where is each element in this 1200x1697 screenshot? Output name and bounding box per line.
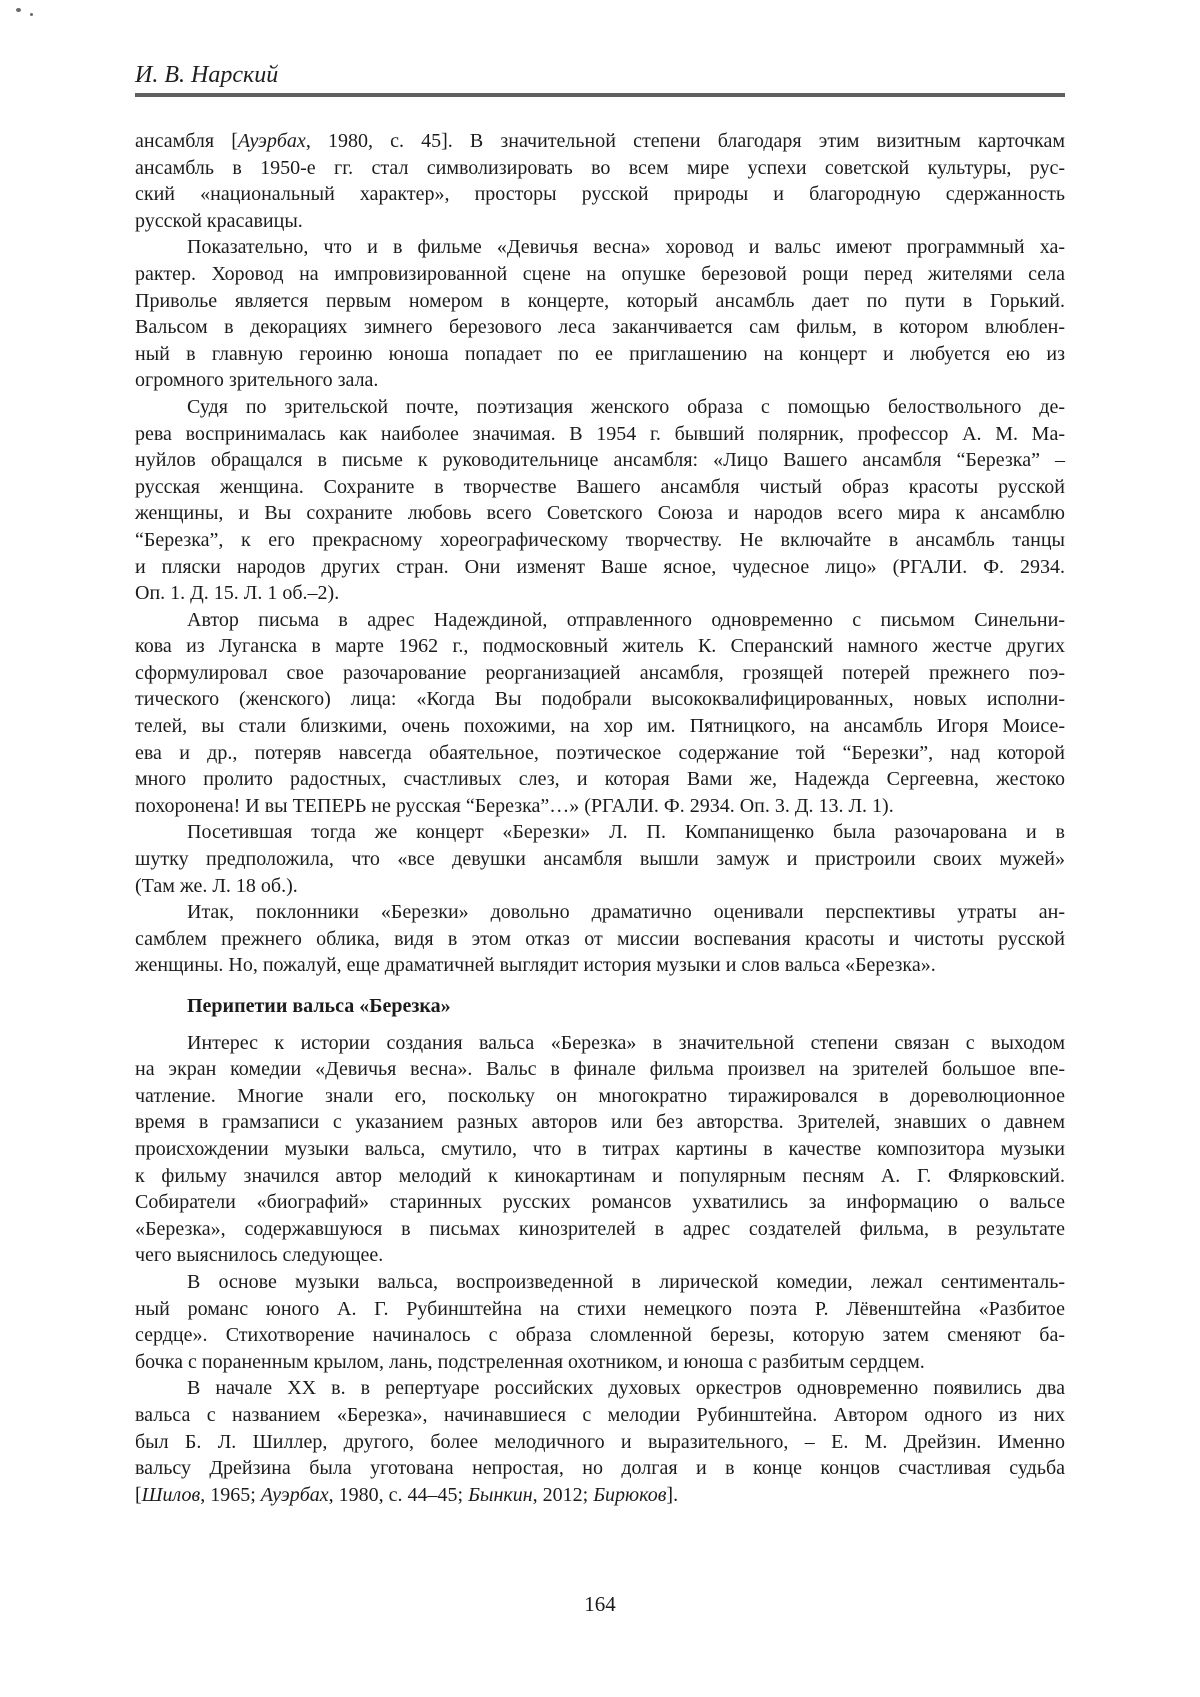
text-segment: ансамбля [ [135,130,238,152]
text-line: “Березка”, к его прекрасному хореографическому творчеству. Не включайте в ансамбль танцы [135,528,1065,551]
text-line: и пляски народов других стран. Они изменят Ваше ясное, чудесное лицо» (РГАЛИ. Ф. 2934. [135,555,1065,578]
text-line: огромного зрительного зала. [135,369,379,392]
text-line: рактер. Хоровод на импровизированной сцене на опушке березовой рощи перед жителями села [135,262,1065,285]
text-line: Посетившая тогда же концерт «Березки» Л. П. Компанищенко была разочарована и в [187,821,1065,844]
citation-author: Ауэрбах [237,130,306,152]
paragraph [135,607,1065,820]
citation-author: Бирюков [593,1483,667,1506]
text-line: кова из Луганска в марте 1962 г., подмосковный житель К. Сперанский намного жестче других [135,635,1065,658]
text-content [135,128,1065,1508]
text-segment: , 1965; [200,1483,261,1506]
text-line: вальсу Дрейзина была уготована непростая, но долгая и в конце концов счастливая судьба [135,1457,1065,1480]
running-header [135,60,1065,97]
text-segment: [ [135,1483,142,1506]
text-segment: ]. [666,1483,679,1506]
text-segment: , 2012; [532,1483,594,1506]
text-line: Приволье является первым номером в концерте, который ансамбль дает по пути в Горький. [135,289,1065,312]
text-line: был Б. Л. Шиллер, другого, более мелодичного и выразительного, – Е. М. Дрейзин. Именно [135,1430,1065,1453]
text-line: Интерес к истории создания вальса «Березка» в значительной степени связан с выходом [187,1031,1065,1054]
text-line: рева воспринималась как наиболее значимая. В 1954 г. бывший полярник, профессор А. М. Ма- [135,422,1065,445]
text-line: шутку предположила, что «все девушки ансамбля вышли замуж и пристроили своих мужей» [135,848,1065,871]
text-line: телей, вы стали близкими, очень похожими, на хор им. Пятницкого, на ансамбль Игоря Моисе- [135,715,1065,738]
text-line: русской красавицы. [135,209,303,232]
scan-artifact [16,8,21,12]
text-line: чатление. Многие знали его, поскольку он многократно тиражировался в дореволюционное [135,1084,1065,1107]
text-line: Показательно, что и в фильме «Девичья весна» хоровод и вальс имеют программный ха- [187,236,1065,259]
text-line: происхождении музыки вальса, смутило, что в титрах картины в качестве композитора музыки [135,1137,1065,1160]
paragraph [135,899,1065,979]
text-line: чего выяснилось следующее. [135,1244,384,1267]
paragraph [135,234,1065,394]
text-line: Вальсом в декорациях зимнего березового леса заканчивается сам фильм, в котором влюблен- [135,316,1065,339]
text-line: Автор письма в адрес Надеждиной, отправленного одновременно с письмом Синельни- [187,608,1065,631]
text-line: к фильму значился автор мелодий к кинокартинам и популярным песням А. Г. Флярковский. [135,1164,1065,1187]
text-line: В основе музыки вальса, воспроизведенной в лирической комедии, лежал сентименталь- [187,1270,1065,1293]
running-header-author: И. В. Нарский [135,62,279,88]
text-line: «Березка», содержавшуюся в письмах кинозрителей в адрес создателей фильма, в результате [135,1217,1065,1240]
text-segment: , 1980, с. 45]. В значительной степени благодаря этим визитным карточкам [305,130,1065,152]
text-line: русская женщина. Сохраните в творчестве Вашего ансамбля чистый образ красоты русской [135,475,1065,498]
text-line: вальса с названием «Березка», начинавшиеся с мелодии Рубинштейна. Автором одного из них [135,1403,1065,1426]
text-line: тического (женского) лица: «Когда Вы подобрали высококвалифицированных, новых исполни- [135,688,1065,711]
text-line: много пролито радостных, счастливых слез, и которая Вами же, Надежда Сергеевна, жестоко [135,768,1065,791]
text-line: женщины, и Вы сохраните любовь всего Советского Союза и народов всего мира к ансамблю [135,502,1065,525]
text-line: самблем прежнего облика, видя в этом отказ от миссии воспевания красоты и чистоты русской [135,927,1065,950]
text-line: женщины. Но, пожалуй, еще драматичней выглядит история музыки и слов вальса «Березка». [135,954,936,977]
text-line: время в грамзаписи с указанием разных авторов или без авторства. Зрителей, знавших о давнем [135,1111,1065,1134]
paragraph [135,1269,1065,1375]
text-line: похоронена! И вы ТЕПЕРЬ не русская “Березка”…» (РГАЛИ. Ф. 2934. Оп. 3. Д. 13. Л. 1). [135,794,894,817]
text-line: Судя по зрительской почте, поэтизация женского образа с помощью белоствольного де- [187,395,1065,418]
text-line: ева и др., потеряв навсегда обаятельное, поэтическое содержание той “Березки”, над которой [135,741,1065,764]
text-line: сердце». Стихотворение начиналось с образа сломленной березы, которую затем сменяют ба- [135,1324,1065,1347]
text-line: Собиратели «биографий» старинных русских романсов ухватились за информацию о вальсе [135,1191,1065,1214]
text-line: Перипетии вальса «Березка» [187,995,451,1017]
text-line: на экран комедии «Девичья весна». Вальс в финале фильма произвел на зрителей большое впе- [135,1058,1065,1081]
paragraph [135,394,1065,607]
paragraph [135,819,1065,899]
text-line: Итак, поклонники «Березки» довольно драматично оценивали перспективы утраты ан- [187,901,1065,924]
text-segment: , 1980, с. 44–45; [328,1483,469,1506]
citation-author: Шилов [141,1483,201,1506]
text-line: бочка с пораненным крылом, лань, подстреленная охотником, и юноша с разбитым сердцем. [135,1350,925,1373]
citation-author: Бынкин [468,1483,533,1506]
paragraph [135,1375,1065,1508]
section-heading [135,993,1065,1020]
text-line: Оп. 1. Д. 15. Л. 1 об.–2). [135,582,340,605]
text-line [135,1482,1065,1509]
text-line: В начале XX в. в репертуаре российских духовых оркестров одновременно появились два [187,1377,1065,1400]
text-line: (Там же. Л. 18 об.). [135,874,298,897]
citation-author: Ауэрбах [260,1483,329,1506]
page-number: 164 [584,1592,616,1616]
text-line: сформулировал свое разочарование реорганизацией ансамбля, грозящей потерей прежнего поэ- [135,661,1065,684]
header-rule-divider [135,93,1065,97]
scan-artifact [30,13,33,16]
text-line: ный романс юного А. Г. Рубинштейна на стихи немецкого поэта Р. Лёвенштейна «Разбитое [135,1297,1065,1320]
text-line: ский «национальный характер», просторы русской природы и благородную сдержанность [135,183,1065,206]
text-line [135,128,1065,155]
text-line: ансамбль в 1950-е гг. стал символизировать во всем мире успехи советской культуры, рус- [135,156,1065,179]
paragraph [135,128,1065,234]
text-line: ный в главную героиню юноша попадает по ее приглашению на концерт и любуется ею из [135,342,1065,365]
paragraph [135,1030,1065,1269]
text-line: нуйлов обращался в письме к руководительнице ансамбля: «Лицо Вашего ансамбля “Березка” – [135,449,1065,472]
